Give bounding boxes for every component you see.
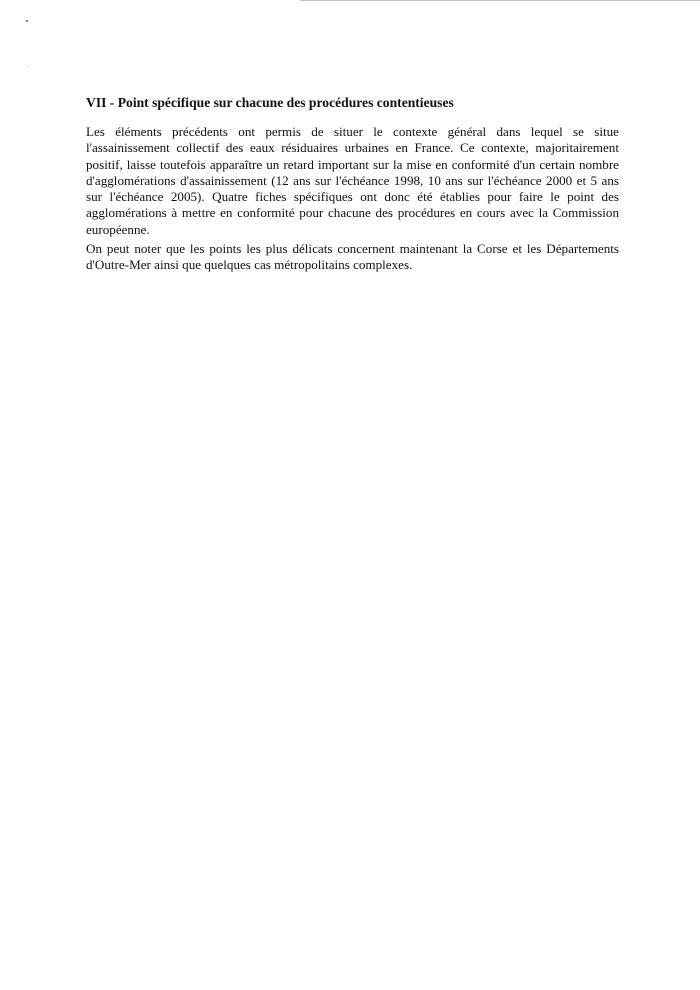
paragraph-line: d'agglomérations d'assainissement (12 ans sur l'échéance 1998, 10 ans sur l'échéance 2000 et 5 ans: [86, 172, 619, 188]
paragraph-delicate-points: [86, 241, 619, 274]
paragraph-line: On peut noter que les points les plus délicats concernent maintenant la Corse et les Départements: [86, 241, 619, 256]
paragraph-line: Les éléments précédents ont permis de situer le contexte général dans lequel se situe: [86, 124, 619, 139]
scan-speck: [28, 66, 29, 67]
paragraph-line: l'assainissement collectif des eaux résiduaires urbaines en France. Ce contexte, majoritairement: [86, 140, 619, 156]
paragraph-line: agglomérations à mettre en conformité pour chacune des procédures en cours avec la Commission: [86, 205, 619, 221]
paragraph-line: d'Outre-Mer ainsi que quelques cas métropolitains complexes.: [86, 257, 413, 273]
paragraph-line: sur l'échéance 2005). Quatre fiches spécifiques ont donc été établies pour faire le point des: [86, 189, 619, 205]
paragraph-line: positif, laisse toutefois apparaître un retard important sur la mise en conformité d'un certain nombre: [86, 156, 619, 172]
scan-border-line: [300, 0, 700, 1]
scan-speck: [26, 20, 28, 22]
section-heading: VII - Point spécifique sur chacune des procédures contentieuses: [86, 95, 454, 110]
paragraph-context: [86, 124, 619, 238]
paragraph-line: européenne.: [86, 221, 150, 237]
